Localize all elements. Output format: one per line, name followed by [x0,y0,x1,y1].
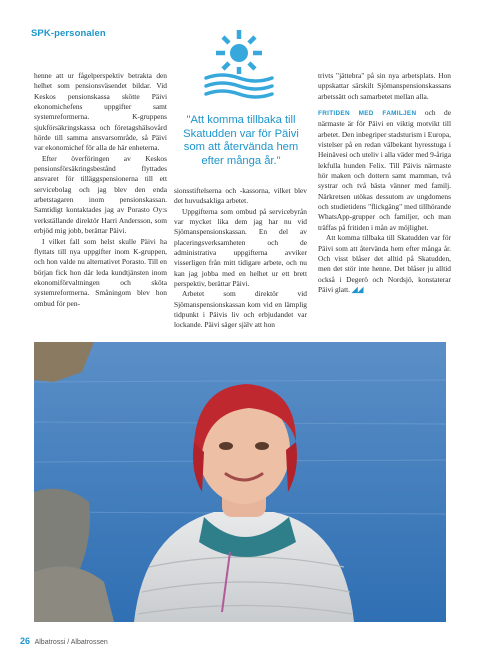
sun-waves-logo-icon [200,26,278,104]
subhead: FRITIDEN MED FAMILJEN [318,110,417,118]
pull-quote: "Att komma tillbaka till Skatudden var för Päivi som att återvända hem efter många år." [183,114,299,167]
paragraph [318,233,451,295]
paragraph: trivts "jättebra" på sin nya arbetsplats. Hon uppskattar särskilt Sjömanspensionskassans arbetssätt och samarbetet mellan alla. [318,71,451,101]
paragraph: I vilket fall som helst skulle Päivi ha flyttats till nya uppgifter inom K-gruppen, och hon valde nu alternativet Porasto. Till en början fick hon där leda kundtjänsten inom ekonomiförvaltningen och sköta systemreformerna. Småningom blev hon ombud för pen- [34,236,167,308]
paragraph: henne att ur fågelperspektiv betrakta den helhet som pensionsväsendet bildar. Vid Keskos pensionskassa skötte Päivi ekonomichefens uppgifter samt systemreformerna. K-gruppens sjukförsäkringskassa och företagshälsovård hörde till samma ansvarsområde, så Päivi var ekonomichef för alla de här enheterna. [34,71,167,153]
text-column-3 [318,71,451,295]
paragraph: sionsstiftelserna och -kassorna, vilket blev det huvudsakliga arbetet. [174,186,307,206]
publication-name: Albatrossi / Albatrossen [34,639,108,646]
end-mark-icon: ◢◢ [351,284,364,294]
text-column-2 [174,186,307,331]
section-label: SPK-personalen [31,28,106,39]
paragraph-text: Att komma tillbaka till Skatudden var för Päivi som att återvända hem efter många år. Och visst blåser det alltid på Skatudden, men det stör inte henne. Det blåser ju alltid också i Degerö och Nordsjö, konstaterar Päivi glatt. [318,233,451,294]
paragraph-text: och de närmaste är för Päivi en viktig motvikt till arbetet. Den inbegriper stadsturism i Europa, vistelser på en redan välbekant hyresstuga i Heinävesi och uteliv i alla väder med 9-åriga lekfulla hunden Felix. Till Päivis närmaste hör maken och dottern samt mamman, två systrar och två bästa vänner med familj. Närkretsen utökas dessutom av ungdomens och studietidens "flickgäng" med tillhörande WhatsApp-grupper och familjer, och man träffas på fritiden i mån av möjlighet. [318,108,451,232]
paragraph-with-subhead [318,108,451,233]
text-column-1 [34,71,167,309]
page-number: 26 [20,636,31,646]
paragraph: Arbetet som direktör vid Sjömanspensionskassan kom vid en lämplig tidpunkt i Päivis liv och erbjudandet var lockande. Päivi säger själv att hon [174,289,307,330]
paragraph: Efter överföringen av Keskos pensionsförsäkringsbestånd flyttades ansvaret för tilläggspensionerna till ett servicebolag och jag blev den enda arbetstagaren inom pensionskassan. Samtidigt kontaktades jag av Porasto Oy:s verkställande direktör Harri Andersson, som erbjöd mig jobb, berättar Päivi. [34,153,167,236]
portrait-illustration [34,342,446,622]
page-footer [20,636,108,646]
portrait-photo [34,342,446,622]
paragraph: Uppgifterna som ombud på servicebyrån var mycket lika dem jag har nu vid Sjömanspensionskassan. En del av placeringsverksamheten och de administrativa uppgifterna avviker visserligen från mitt tidigare arbete, och nu kan jag jobba med en helhet ur ett brett perspektiv, berättar Päivi. [174,206,307,289]
